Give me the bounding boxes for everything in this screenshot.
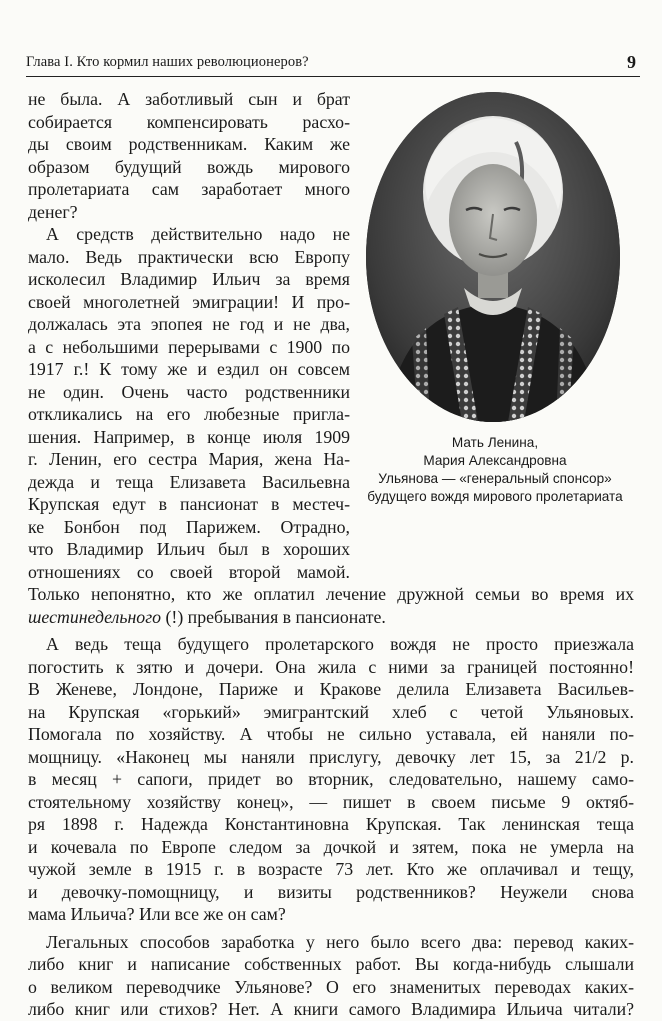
page-number: 9 xyxy=(627,52,636,72)
text-line: погостить к зятю и дочери. Она жила с ними за границей постоянно! xyxy=(28,656,634,677)
text-line: шения. Например, в конце июля 1909 xyxy=(28,426,350,447)
text-line: откликались на его любезные пригла- xyxy=(28,404,350,424)
text-line: стоятельному хозяйству конец», — пишет в своем письме 9 октяб- xyxy=(28,791,634,812)
text-line: на Крупская «горький» эмигрантский хлеб с четой Ульяновых. xyxy=(28,701,634,722)
text-line: в месяц + сапоги, придет во вторник, следовательно, нашему само- xyxy=(28,769,634,789)
text-line: либо книг или стихов? Нет. А книги самого Владимира Ильича читали? xyxy=(28,999,634,1019)
narrow-column xyxy=(28,88,350,583)
text-line: А средств действительно надо не xyxy=(46,224,350,244)
text-line: денег? xyxy=(28,201,78,222)
text-line: мало. Ведь практически всю Европу xyxy=(28,246,350,267)
text-line: ря 1898 г. Надежда Константиновна Крупская. Так ленинская теща xyxy=(28,814,634,834)
text-line: А ведь теща будущего пролетарского вождя не просто приезжала xyxy=(46,634,634,654)
portrait-illustration xyxy=(366,92,620,422)
text-line: образом будущий вождь мирового xyxy=(28,156,350,177)
text-line: мощницу. «Наконец мы наняли прислугу, девочку лет 15, за 21/2 р. xyxy=(28,746,634,767)
text-line: и кочевала по Европе следом за дочкой и зятем, пока не умерла на xyxy=(28,836,634,857)
text-line: ды своим родственникам. Каким же xyxy=(28,134,350,154)
text-line: В Женеве, Лондоне, Париже и Кракове делила Елизавета Васильев- xyxy=(28,679,634,699)
caption-line: Ульянова — «генеральный спонсор» xyxy=(378,471,612,486)
text-line: пролетариата сам заработает много xyxy=(28,179,350,199)
text-line: собирается компенсировать расхо- xyxy=(28,111,350,132)
caption-line: будущего вождя мирового пролетариата xyxy=(367,489,623,504)
figure-caption xyxy=(350,434,640,506)
emphasis-text: шестинедельного xyxy=(28,606,162,627)
portrait-figure xyxy=(350,92,640,506)
portrait-photo xyxy=(366,92,620,422)
text-line: дежда и теща Елизавета Васильевна xyxy=(28,471,350,492)
text-line: что Владимир Ильич был в хороших xyxy=(28,539,350,559)
text-line: о великом переводчике Ульянове? О его знаменитых переводах каких- xyxy=(28,976,634,997)
text-line: исколесил Владимир Ильич за время xyxy=(28,269,350,289)
running-title: Глава I. Кто кормил наших революционеров? xyxy=(26,54,309,70)
text-line: мама Ильича? Или все же он сам? xyxy=(28,904,286,924)
text-line: отношениях со своей второй мамой. xyxy=(28,561,350,582)
text-line: Крупская едут в пансионат в местеч- xyxy=(28,494,350,514)
text-line: и девочку-помощницу, и визиты родственников? Неужели снова xyxy=(28,881,634,902)
text-span: (!) пребывания в пансионате. xyxy=(161,606,386,627)
text-line: чужой земле в 1915 г. в возрасте 73 лет. Кто же оплачивал и тещу, xyxy=(28,859,634,879)
wide-text-block-1 xyxy=(28,583,634,1021)
text-line: не один. Очень часто родственники xyxy=(28,381,350,402)
text-line: не была. А заботливый сын и брат xyxy=(28,89,350,109)
text-line: г. Ленин, его сестра Мария, жена На- xyxy=(28,449,350,469)
text-line: либо книг и написание собственных работ. Вы когда-нибудь слышали xyxy=(28,954,634,974)
text-line: Только непонятно, кто же оплатил лечение дружной семьи во время их xyxy=(28,584,634,604)
text-line: Легальных способов заработка у него было всего два: перевод каких- xyxy=(46,931,634,952)
text-line: Помогала по хозяйству. А чтобы не сильно уставала, ей наняли по- xyxy=(28,724,634,744)
page-header xyxy=(26,48,640,77)
caption-line: Мария Александровна xyxy=(423,453,567,468)
caption-line: Мать Ленина, xyxy=(451,435,539,450)
text-line: должалась эта эпопея не год и не два, xyxy=(28,314,350,334)
text-line: ке Бонбон под Парижем. Отрадно, xyxy=(28,516,350,537)
text-line: 1917 г.! К тому же и ездил он совсем xyxy=(28,359,350,379)
text-line: своей многолетней эмиграции! И про- xyxy=(28,291,350,312)
text-line: а с небольшими перерывами с 1900 по xyxy=(28,336,350,357)
text-line xyxy=(28,606,634,629)
